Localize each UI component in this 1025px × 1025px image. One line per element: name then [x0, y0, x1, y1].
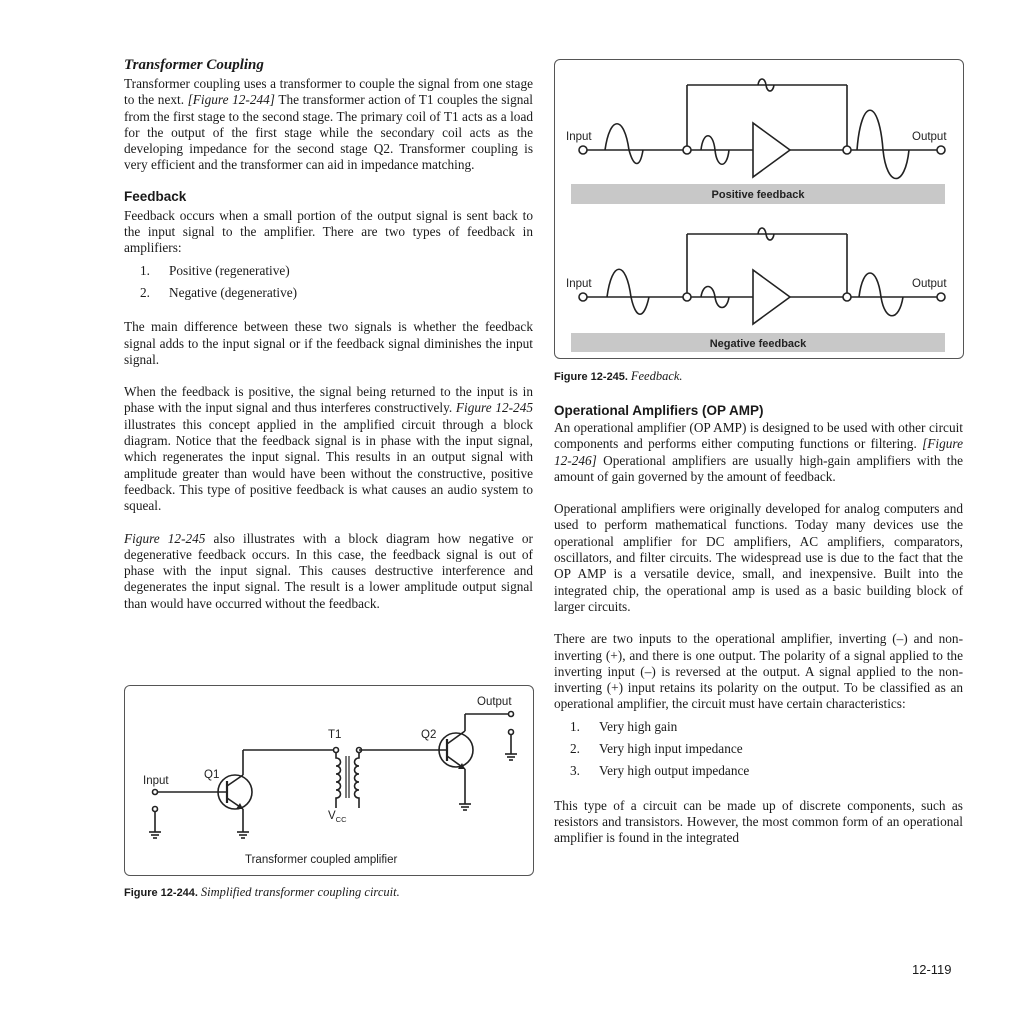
caption-text: Simplified transformer coupling circuit.: [200, 885, 400, 899]
t1-secondary-coil: [355, 752, 360, 808]
list-text: Very high input impedance: [599, 741, 743, 757]
text: When the feedback is positive, the signal being returned to the input is in phase with the input signal and thus interferes constructively.: [124, 384, 533, 416]
label-output-bottom: Output: [912, 278, 947, 290]
text: An operational amplifier (OP AMP) is designed to be used with other circuit components and performs either computing functions or filtering.: [554, 420, 963, 452]
label-negative-feedback: Negative feedback: [709, 338, 807, 350]
text: Transformer coupling uses a transformer to couple the signal from one stage to the next.: [124, 76, 533, 108]
list-text: Very high gain: [599, 718, 678, 734]
paragraph: [124, 76, 533, 174]
figure-reference: Figure 12-245: [455, 400, 533, 416]
feedback-block-diagram: [555, 60, 965, 360]
list-item: [554, 741, 963, 757]
list-text: Negative (degenerative): [169, 284, 298, 300]
list-item: [554, 763, 963, 779]
label-output-top: Output: [912, 131, 947, 143]
paragraph: [124, 531, 533, 612]
page-number: 12-119: [912, 962, 952, 977]
paragraph: This type of a circuit can be made up of discrete components, such as resistors and transistors. However, the most common form of an operational amplifier is found in the integrated: [554, 797, 963, 846]
figure-reference: Figure 12-245: [124, 530, 206, 546]
figure-244-panel: [124, 685, 534, 876]
list-item: [554, 719, 963, 735]
text: also illustrates with a block diagram how negative or degenerative feedback occurs. In this case, the feedback signal is out of phase with the input signal. This causes destructive interference and degenerates the input signal. The result is a lower amplitude output signal than would have occurred without the feedback.: [124, 530, 533, 611]
paragraph: Feedback occurs when a small portion of the output signal is sent back to the input signal to the amplifier. There are two types of feedback in amplifiers:: [124, 207, 533, 256]
list-number: 1.: [140, 262, 150, 278]
section-title-transformer-coupling: Transformer Coupling: [124, 57, 264, 73]
list-number: 3.: [570, 763, 580, 779]
label-q2: Q2: [421, 729, 437, 741]
label-t1: T1: [328, 729, 342, 741]
left-column: [124, 56, 533, 612]
text: The transformer action of T1 couples the signal from the first stage to the second stage. The primary coil of T1 acts as a load for the output of the first stage while the secondary coil acts as the developing impedance for the second stage Q2. Transformer coupling is very efficient and the transformer can aid in impedance matching.: [124, 92, 533, 173]
caption-text: Feedback.: [630, 369, 683, 383]
paragraph: There are two inputs to the operational amplifier, inverting (–) and non-inverting (+), and there is one output. The polarity of a signal applied to the inverting input (–) is reversed at the output. A signal applied to the non-inverting (+) input retains its polarity on the output. To be classified as an operational amplifier, the circuit must have certain characteristics:: [554, 631, 963, 712]
label-input-bottom: Input: [566, 278, 592, 290]
label-vcc: $V_{CC}$: [328, 810, 347, 824]
label-q1: Q1: [204, 769, 220, 781]
section-title-feedback: Feedback: [124, 188, 187, 204]
label-input-top: Input: [566, 131, 592, 143]
list-number: 2.: [570, 741, 580, 757]
right-column: [554, 403, 963, 847]
label-positive-feedback: Positive feedback: [711, 189, 805, 201]
negative-feedback-diagram: [579, 228, 945, 324]
list-text: Very high output impedance: [599, 763, 750, 779]
section-title-op-amp: Operational Amplifiers (OP AMP): [554, 403, 764, 418]
caption-number: Figure 12-244.: [124, 887, 198, 899]
paragraph: Operational amplifiers were originally developed for analog computers and used to perform mathematical functions. Today many devices use the operational amplifier for DC amplifiers, AC amplifiers, comparators, oscillators, and filter circuits. The widespread use is due to the fact that the OP AMP is a versatile device, small, and inexpensive. Built into the integrated chip, the operational amp is used as a basic building block of larger circuits.: [554, 501, 963, 614]
list-number: 2.: [140, 284, 150, 300]
list-item: [124, 285, 533, 301]
positive-feedback-diagram: [579, 79, 945, 179]
list-item: [124, 263, 533, 279]
figure-245-caption: [554, 369, 683, 384]
figure-245-panel: [554, 59, 964, 359]
paragraph: [124, 384, 533, 514]
t1-primary-coil: [336, 752, 341, 808]
panel-caption: Transformer coupled amplifier: [245, 854, 398, 866]
op-amp-characteristics-list: [554, 719, 963, 780]
feedback-types-list: [124, 263, 533, 302]
text: Operational amplifiers are usually high-gain amplifiers with the amount of gain governed by the amount of feedback.: [554, 452, 963, 484]
label-input: Input: [143, 775, 169, 787]
figure-reference: [Figure 12-244]: [187, 92, 275, 108]
paragraph: [554, 420, 963, 485]
text: illustrates this concept applied in the amplified circuit through a block diagram. Notice that the feedback signal is in phase with the input signal, which regenerates the input signal. This results in an output signal with amplitude greater than would have been without the constructive, positive feedback. This type of positive feedback is what causes an audio system to squeal.: [124, 416, 533, 514]
figure-reference: [Figure 12-246]: [554, 436, 963, 468]
caption-number: Figure 12-245.: [554, 371, 628, 383]
list-text: Positive (regenerative): [169, 262, 290, 278]
label-output: Output: [477, 696, 512, 708]
list-number: 1.: [570, 718, 580, 734]
figure-244-caption: [124, 885, 400, 900]
paragraph: The main difference between these two signals is whether the feedback signal adds to the input signal or if the feedback signal diminishes the input signal.: [124, 319, 533, 367]
transformer-coupling-diagram: [125, 686, 535, 877]
